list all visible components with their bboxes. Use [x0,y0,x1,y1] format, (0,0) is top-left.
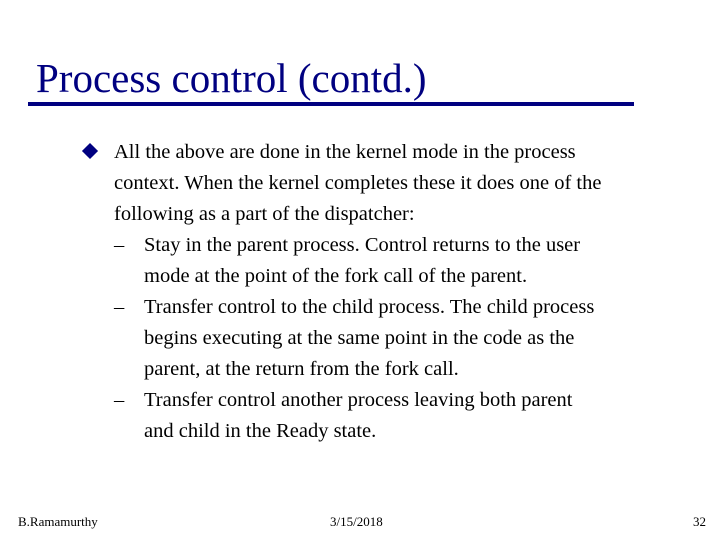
sub-bullet [114,292,704,385]
slide-body [114,137,704,447]
dash-bullet-icon: – [114,296,125,318]
sub-bullet [114,230,704,292]
footer-date: 3/15/2018 [330,514,383,529]
main-bullet-line: following as a part of the dispatcher: [114,203,415,225]
dash-bullet-icon: – [114,234,125,256]
sub-bullet-line: begins executing at the same point in the code as the [144,327,575,349]
footer-page-number: 32 [693,514,706,529]
sub-bullet-line: Transfer control another process leaving both parent [144,389,573,411]
main-bullet-line: context. When the kernel completes these it does one of the [114,172,602,194]
diamond-bullet-icon [82,143,98,159]
title-underline [28,102,634,106]
sub-bullet-line: and child in the Ready state. [144,420,377,442]
sub-bullet [114,385,704,447]
sub-bullet-line: mode at the point of the fork call of the parent. [144,265,528,287]
footer-author: B.Ramamurthy [18,514,98,529]
dash-bullet-icon: – [114,389,125,411]
sub-bullet-line: Stay in the parent process. Control returns to the user [144,234,581,256]
sub-bullet-line: parent, at the return from the fork call. [144,358,459,380]
sub-bullet-line: Transfer control to the child process. The child process [144,296,595,318]
main-bullet-line: All the above are done in the kernel mode in the process [114,141,576,163]
slide-title: Process control (contd.) [36,55,427,101]
